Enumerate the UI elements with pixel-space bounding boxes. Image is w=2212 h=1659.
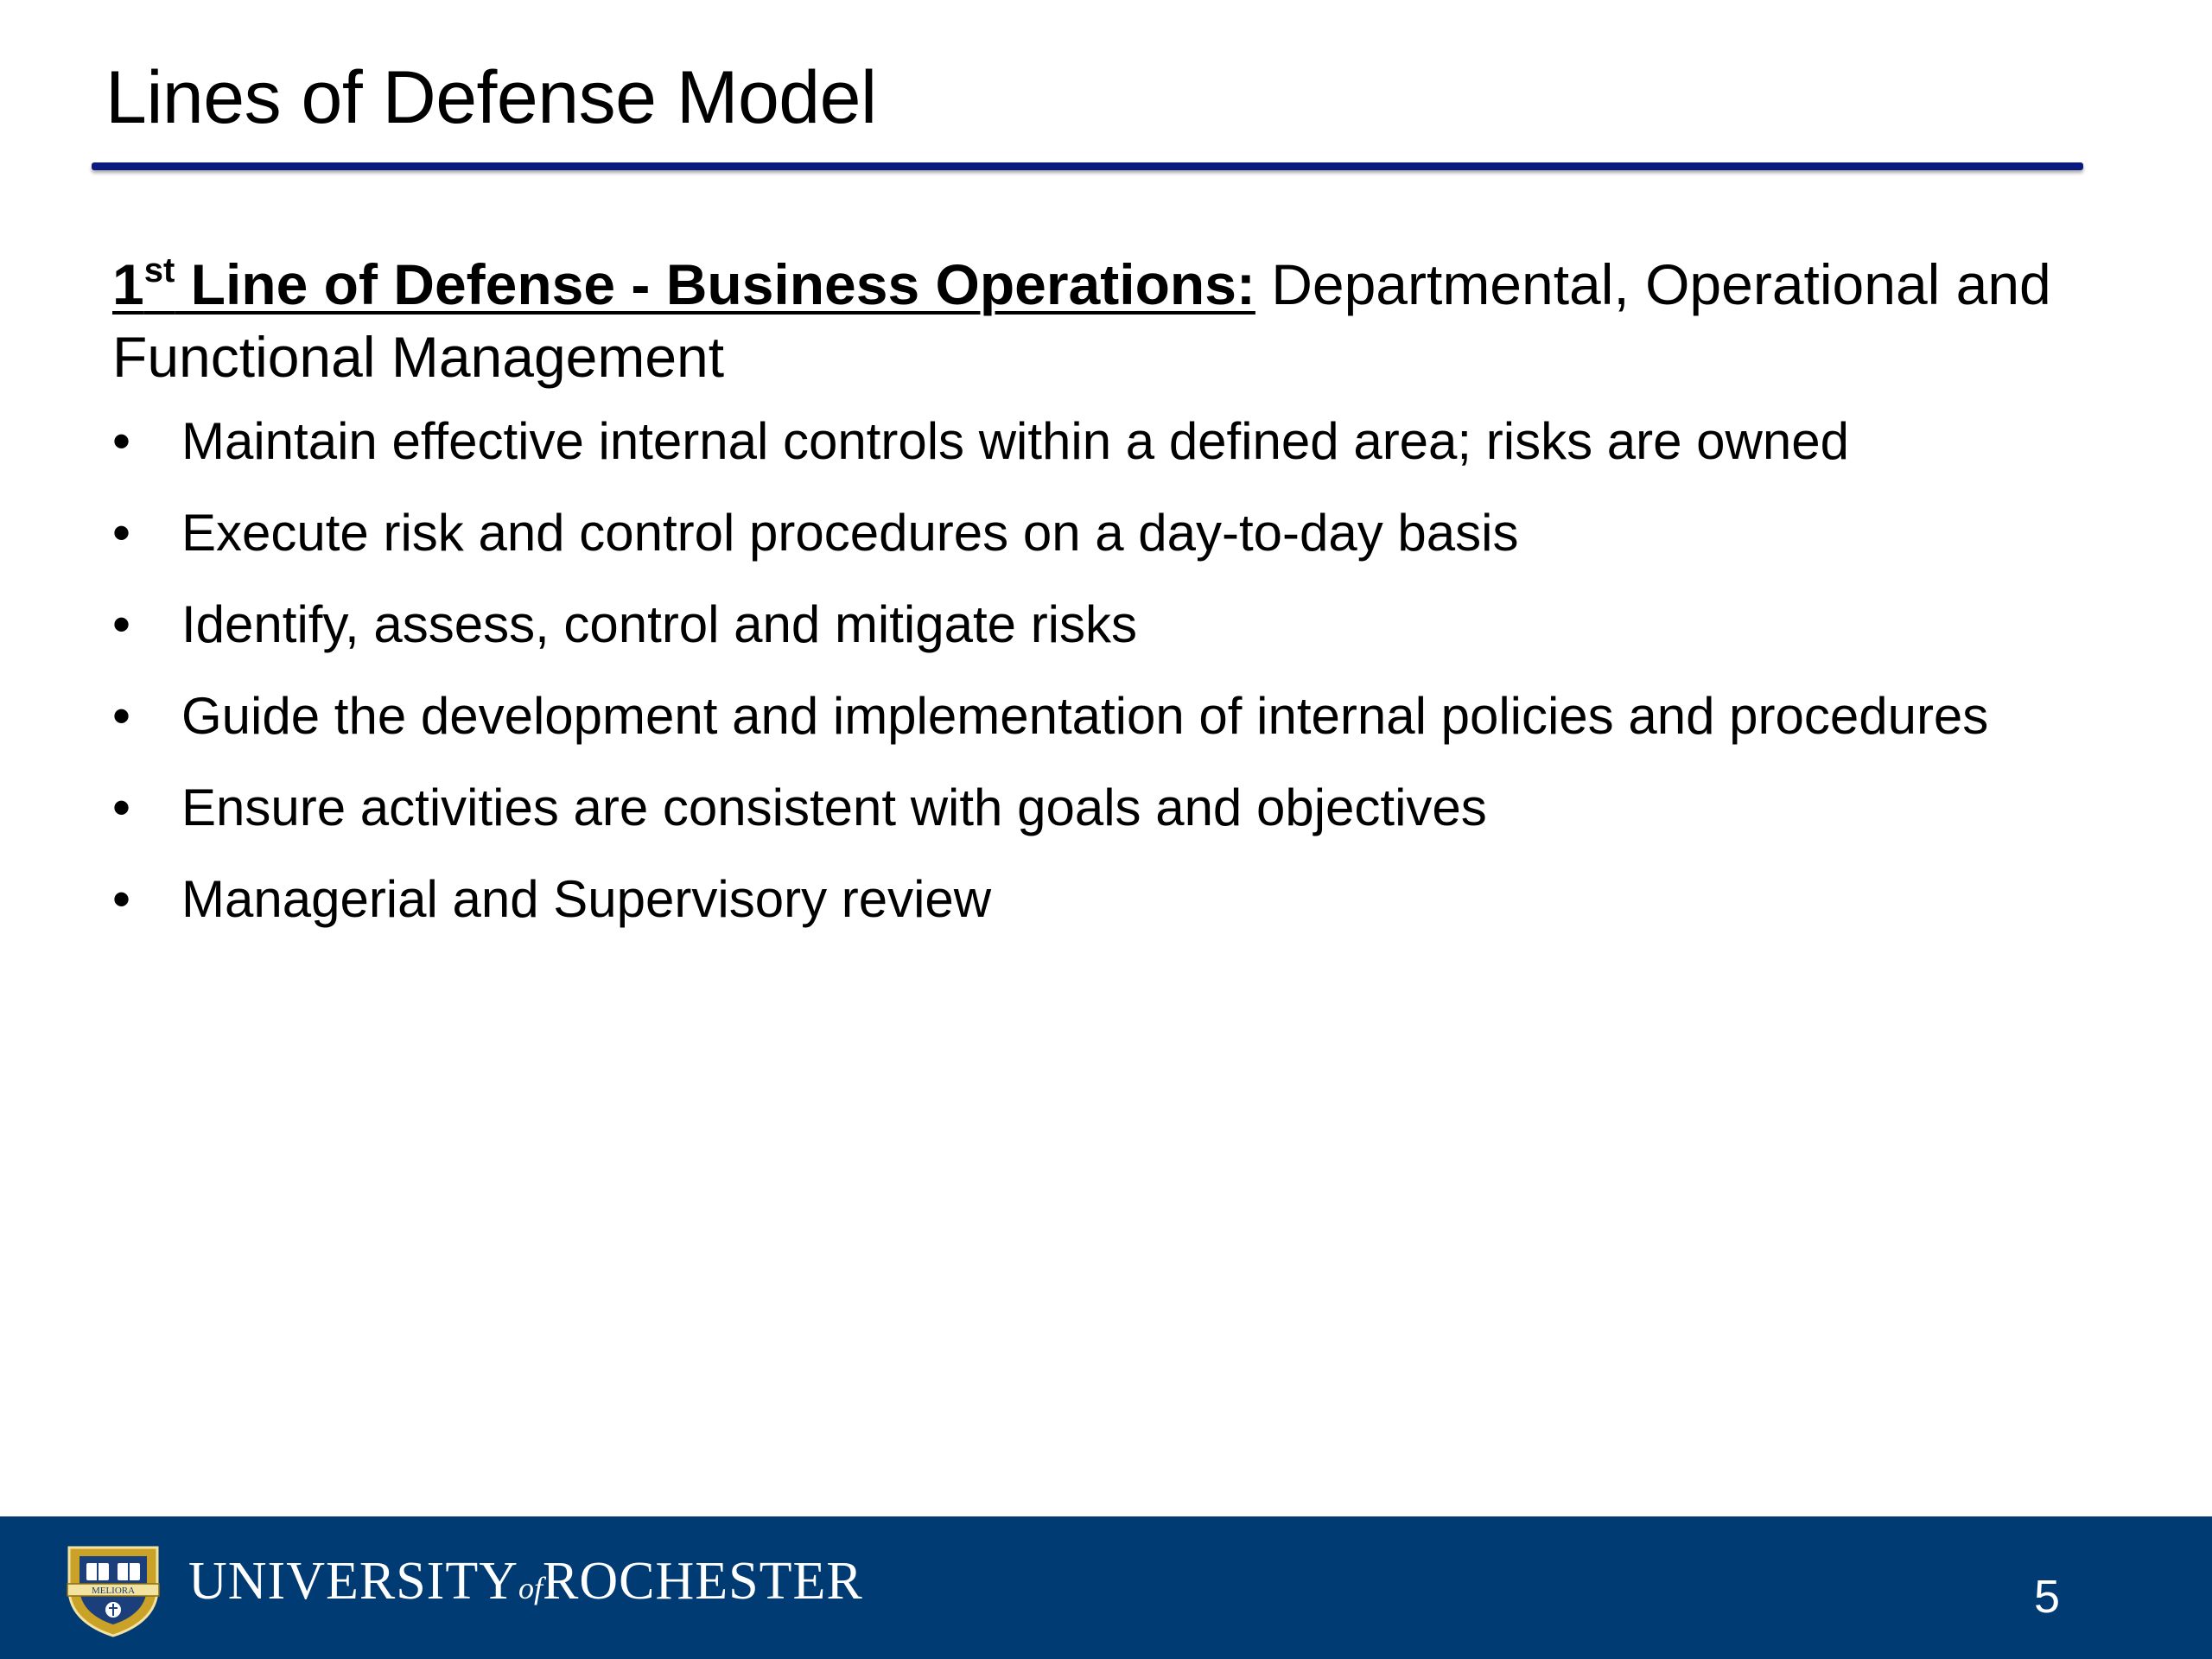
bullet-text: Managerial and Supervisory review	[181, 870, 992, 928]
seal-motto: MELIORA	[91, 1586, 136, 1596]
bullet-icon: •	[112, 504, 131, 562]
slide-title: Lines of Defense Model	[105, 56, 877, 139]
bullet-text: Maintain effective internal controls within a defined area; risks are owned	[181, 412, 1849, 470]
bullet-item	[112, 409, 2065, 474]
page-number: 5	[2033, 1571, 2060, 1623]
wordmark-of: of	[518, 1571, 543, 1605]
footer-bar	[0, 1516, 2212, 1659]
bullet-item	[112, 500, 2065, 566]
bullet-item	[112, 592, 2065, 658]
bullet-icon: •	[112, 412, 131, 470]
slide-content	[112, 248, 2100, 958]
heading-description: Departmental, Operational and Functional Management	[112, 252, 2051, 389]
section-heading	[112, 248, 2100, 393]
heading-bold-text: Line of Defense - Business Operations:	[175, 252, 1255, 316]
university-wordmark	[188, 1551, 863, 1612]
bullet-text: Execute risk and control procedures on a day-to-day basis	[181, 504, 1519, 562]
bullet-icon: •	[112, 595, 131, 653]
bullet-item	[112, 683, 2065, 749]
bullet-text: Guide the development and implementation of internal policies and procedures	[181, 687, 1989, 745]
heading-superscript: st	[143, 251, 175, 289]
bullet-icon: •	[112, 779, 131, 836]
heading-number: 1	[112, 252, 144, 316]
bullet-list	[112, 409, 2100, 932]
bullet-icon: •	[112, 687, 131, 745]
bullet-item	[112, 867, 2065, 932]
wordmark-university: UNIVERSITY	[188, 1552, 518, 1611]
bullet-text: Identify, assess, control and mitigate risks	[181, 595, 1138, 653]
bullet-text: Ensure activities are consistent with goals and objectives	[181, 779, 1487, 836]
bullet-item	[112, 775, 2065, 841]
title-divider	[92, 162, 2083, 170]
wordmark-rochester: ROCHESTER	[543, 1552, 863, 1611]
section-heading-label	[112, 252, 1255, 316]
university-seal-icon	[60, 1535, 166, 1639]
bullet-icon: •	[112, 870, 131, 928]
